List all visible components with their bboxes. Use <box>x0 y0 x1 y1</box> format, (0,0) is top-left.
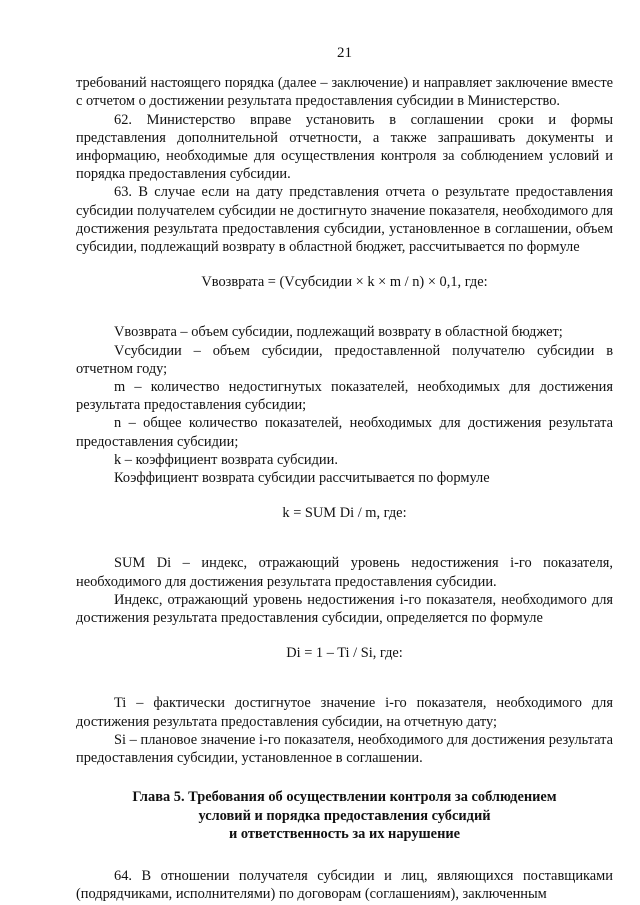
paragraph-63: 63. В случае если на дату представления отчета о результате предоставления субсидии получателем субсидии не достигнуто значение показателя, необходимого для достижения результата предоставления субсидии, установленное в соглашении, объем субсидии, подлежащий возврату в областной бюджет, рассчитывается по формуле <box>76 184 613 256</box>
index-intro: Индекс, отражающий уровень недостижения i-го показателя, необходимого для достижения результата предоставления субсидии, определяется по формуле <box>76 591 613 627</box>
definition-ti: Ti – фактически достигнутое значение i-го показателя, необходимого для достижения результата предоставления субсидии, на отчетную дату; <box>76 695 613 730</box>
coefficient-intro: Коэффициент возврата субсидии рассчитывается по формуле <box>114 470 490 487</box>
paragraph-62: 62. Министерство вправе установить в соглашении сроки и формы представления дополнительной отчетности, а также запрашивать документы и информацию, необходимые для осуществления контроля за соблюдением условий и порядка предоставления субсидии. <box>76 111 613 183</box>
formula-coefficient: k = SUM Di / m, где: <box>282 505 407 522</box>
paragraph-64: 64. В отношении получателя субсидии и лиц, являющихся поставщиками (подрядчиками, исполнителями) по договорам (соглашениям), заключенным <box>76 867 613 903</box>
definition-si: Si – плановое значение i-го показателя, необходимого для достижения результата предоставления субсидии, установленное в соглашении. <box>76 731 613 767</box>
chapter-heading-line-3: и ответственность за их нарушение <box>228 825 461 842</box>
definition-sum-di: SUM Di – индекс, отражающий уровень недостижения i-го показателя, необходимого для достижения результата предоставления субсидии. <box>76 555 613 590</box>
chapter-heading-line-2: условий и порядка предоставления субсидий <box>198 807 491 824</box>
chapter-5-heading <box>76 788 613 843</box>
definition-v-subsidy: Vсубсидии – объем субсидии, предоставленной получателю субсидии в отчетном году; <box>76 342 613 377</box>
formula-index: Di = 1 – Ti / Si, где: <box>286 645 403 662</box>
definition-v-return: Vвозврата – объем субсидии, подлежащий возврату в областной бюджет; <box>114 324 563 341</box>
page-number: 21 <box>337 45 352 61</box>
document-page <box>76 44 613 903</box>
paragraph-continuation: требований настоящего порядка (далее – заключение) и направляет заключение вместе с отчетом о достижении результата предоставления субсидии в Министерство. <box>76 75 613 110</box>
definition-m: m – количество недостигнутых показателей, необходимых для достижения результата предоставления субсидии; <box>76 379 613 414</box>
formula-return-volume: Vвозврата = (Vсубсидии × k × m / n) × 0,1, где: <box>201 274 488 291</box>
definition-k: k – коэффициент возврата субсидии. <box>114 451 338 468</box>
chapter-heading-line-1: Глава 5. Требования об осуществлении контроля за соблюдением <box>132 789 557 806</box>
definition-n: n – общее количество показателей, необходимых для достижения результата предоставления субсидии; <box>76 415 613 450</box>
